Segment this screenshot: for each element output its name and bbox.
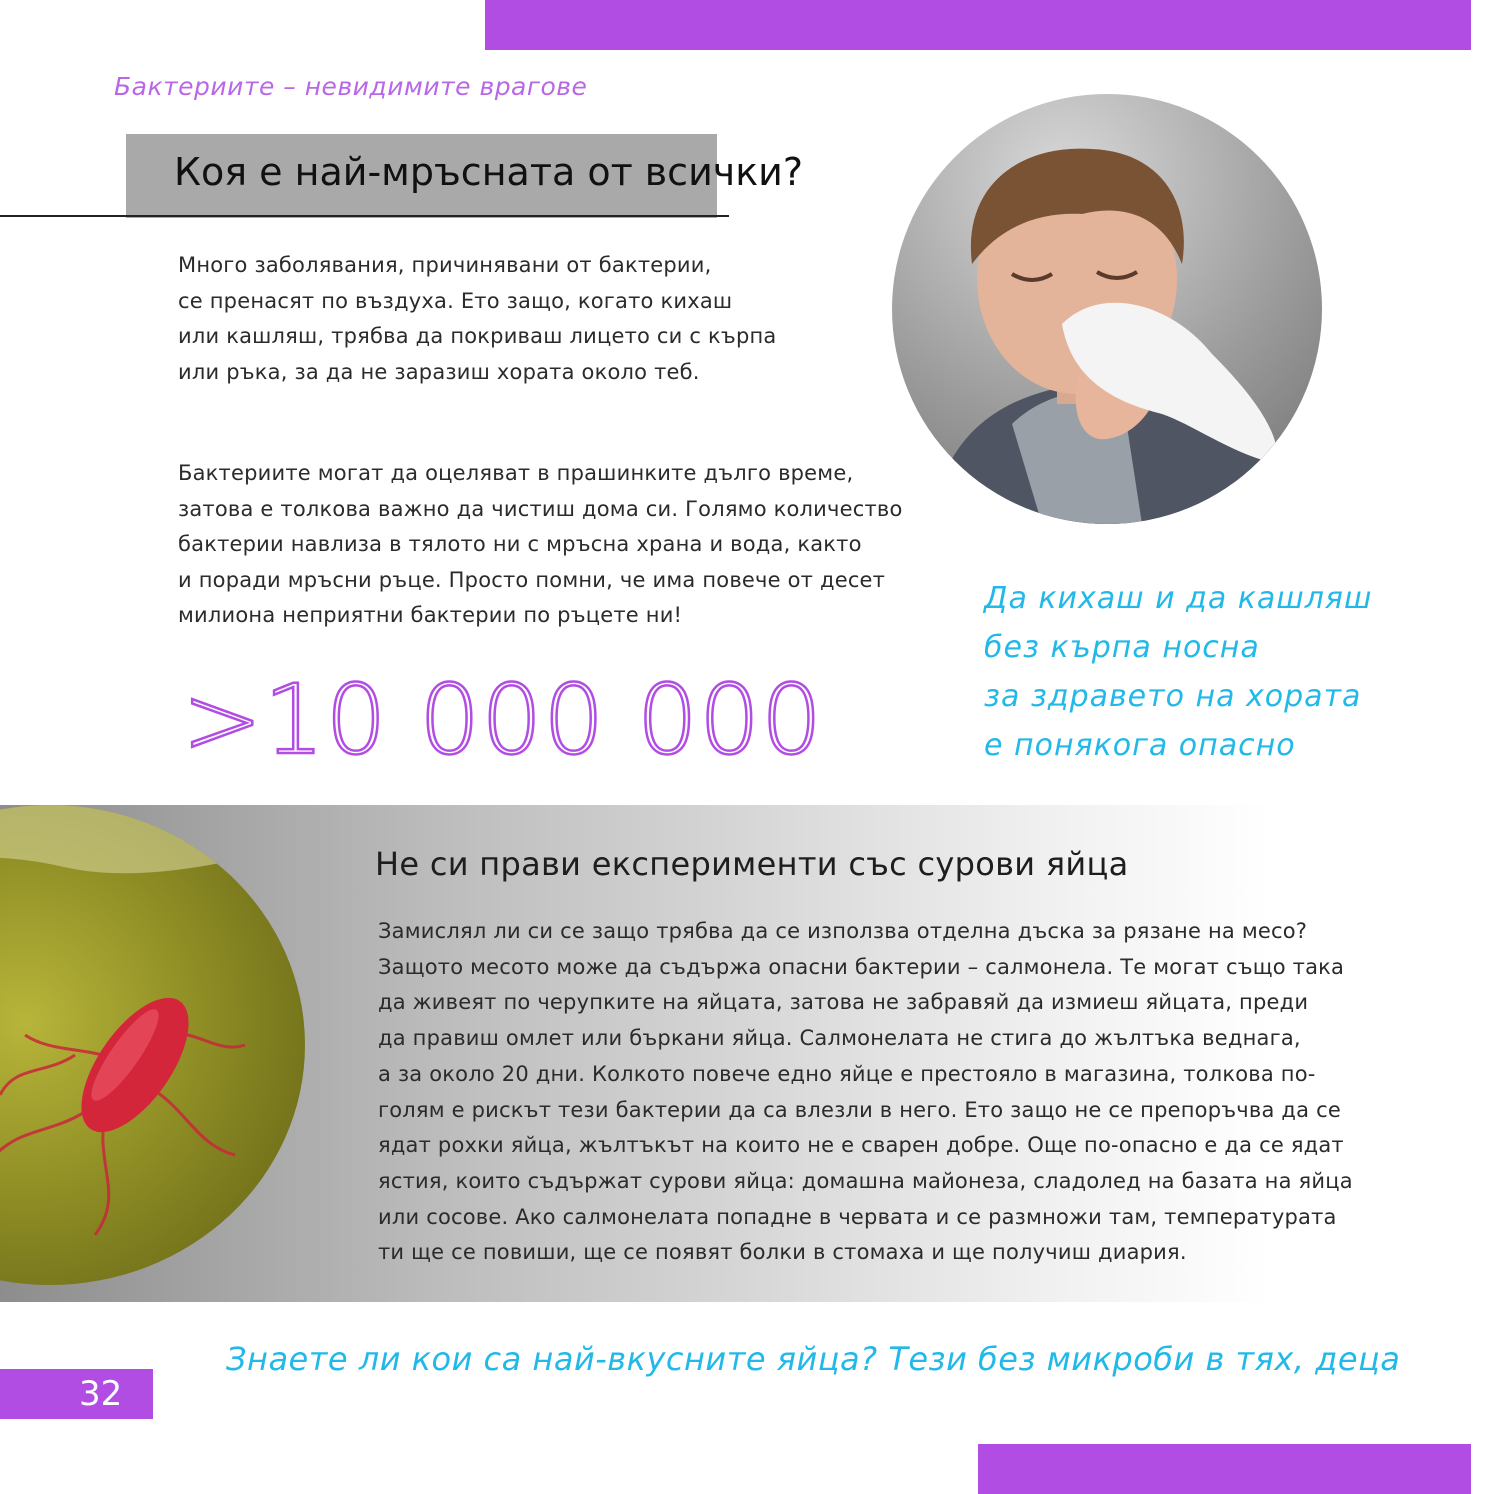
text-line: милиона неприятни бактерии по ръцете ни! <box>178 603 683 627</box>
text-line: или кашляш, трябва да покриваш лицето си с кърпа <box>178 324 777 348</box>
text-line: да правиш омлет или бъркани яйца. Салмонелата не стига до жълтъка веднага, <box>378 1026 1301 1051</box>
bottom-accent-bar <box>978 1444 1471 1494</box>
text-line: да живеят по черупките на яйцата, затова не забравяй да измиеш яйцата, преди <box>378 990 1309 1015</box>
sneezing-child-photo <box>892 94 1322 524</box>
bottom-fun-note: Знаете ли кои са най-вкусните яйца? Тези без микроби в тях, деца <box>226 1340 1401 1378</box>
text-line: или ръка, за да не заразиш хората около теб. <box>178 359 700 384</box>
text-line: голям е рискът тези бактерии да са влезли в него. Ето защо не се препоръчва да се <box>378 1097 1341 1122</box>
intro-paragraph-2 <box>178 456 903 634</box>
big-number-statistic: >10 000 000 <box>182 664 824 776</box>
intro-paragraph-1 <box>178 248 776 390</box>
text-line: ти ще се повиши, ще се появят болки в стомаха и ще получиш диария. <box>378 1240 1187 1265</box>
text-line: и поради мръсни ръце. Просто помни, че има повече от десет <box>178 567 886 592</box>
eggs-section-paragraph <box>378 914 1353 1271</box>
text-line: Много заболявания, причинявани от бактерии, <box>178 253 712 277</box>
text-line: се пренасят по въздуха. Ето защо, когато кихаш <box>178 288 733 313</box>
text-line: ястия, които съдържат сурови яйца: домашна майонеза, сладолед на базата на яйца <box>378 1168 1353 1193</box>
text-line: Замислял ли си се защо трябва да се използва отделна дъска за рязане на месо? <box>378 919 1308 943</box>
text-line: или сосове. Ако салмонелата попадне в червата и се размножи там, температурата <box>378 1204 1337 1229</box>
section-label: Бактериите – невидимите врагове <box>114 72 588 101</box>
text-line: Защото месото може да съдържа опасни бактерии – салмонела. Те могат също така <box>378 954 1345 979</box>
sneezing-child-illustration <box>892 94 1322 524</box>
page-title: Коя е най-мръсната от всички? <box>174 150 804 194</box>
eggs-section-heading: Не си прави експерименти със сурови яйца <box>375 845 1129 883</box>
text-line: ядат рохки яйца, жълтъкът на които не е сварен добре. Още по-опасно е да се ядат <box>378 1133 1344 1158</box>
page-number: 32 <box>79 1374 123 1414</box>
text-line: бактерии навлиза в тялото ни с мръсна храна и вода, както <box>178 532 862 556</box>
text-line: а за около 20 дни. Колкото повече едно яйце е престояло в магазина, толкова по- <box>378 1061 1316 1086</box>
note-line: Да кихаш и да кашляш <box>984 581 1373 616</box>
page-number-box <box>0 1369 153 1419</box>
note-line: за здравето на хората <box>984 679 1362 714</box>
text-line: затова е толкова важно да чистиш дома си. Голямо количество <box>178 496 903 521</box>
sneeze-rhyme-note <box>984 574 1372 770</box>
title-underline-rule <box>0 215 729 217</box>
top-accent-bar <box>485 0 1471 50</box>
note-line: без кърпа носна <box>984 630 1260 665</box>
note-line: е понякога опасно <box>984 728 1296 763</box>
text-line: Бактериите могат да оцеляват в прашинките дълго време, <box>178 461 854 485</box>
